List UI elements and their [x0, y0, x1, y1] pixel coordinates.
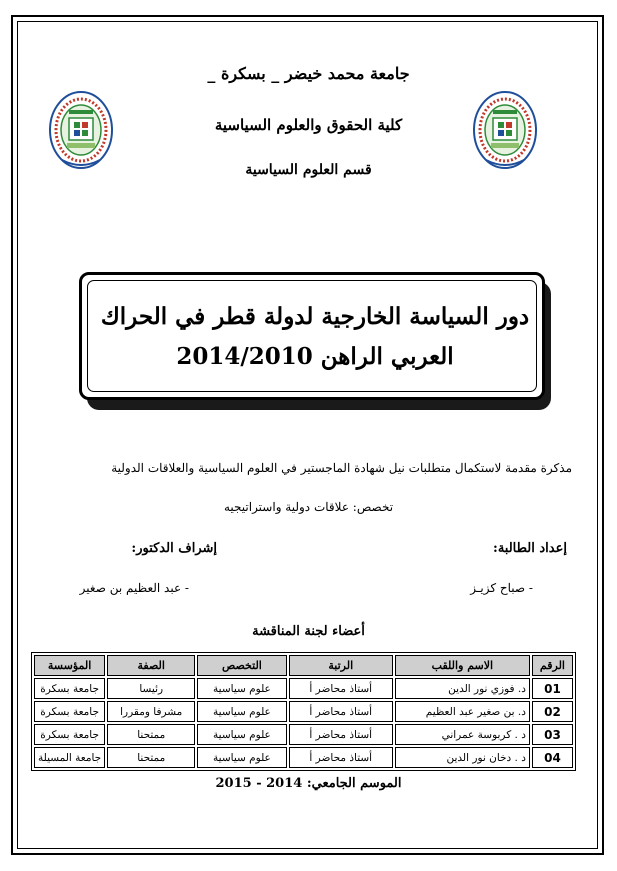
col-institution-header: المؤسسة	[34, 655, 105, 676]
member-role: ممتحنا	[107, 724, 195, 745]
member-role: ممتحنا	[107, 747, 195, 768]
member-rank: أستاذ محاضر أ	[289, 701, 393, 722]
member-role: مشرفا ومقررا	[107, 701, 195, 722]
member-number: 04	[532, 747, 573, 768]
table-row	[34, 724, 573, 745]
university-seal-icon	[48, 88, 114, 180]
member-institution: جامعة المسيلة	[34, 747, 105, 768]
committee-table	[31, 652, 576, 771]
col-role-header: الصفة	[107, 655, 195, 676]
member-rank: أستاذ محاضر أ	[289, 747, 393, 768]
member-specialty: علوم سياسية	[197, 747, 286, 768]
table-header-row	[34, 655, 573, 676]
member-rank: أستاذ محاضر أ	[289, 678, 393, 699]
member-specialty: علوم سياسية	[197, 678, 286, 699]
supervisor-name: - عبد العظيم بن صغير	[79, 581, 189, 595]
member-number: 03	[532, 724, 573, 745]
university-seal-icon	[472, 88, 538, 180]
faculty-name: كلية الحقوق والعلوم السياسية	[214, 116, 403, 134]
member-name: د . دخان نور الدين	[395, 747, 530, 768]
member-number: 01	[532, 678, 573, 699]
specialty: تخصص: علاقات دولية واستراتيجيه	[223, 500, 394, 514]
table-row	[34, 747, 573, 768]
member-role: رئيسا	[107, 678, 195, 699]
member-specialty: علوم سياسية	[197, 701, 286, 722]
supervisor-label: إشراف الدكتور:	[131, 541, 217, 556]
col-rank-header: الرتبة	[289, 655, 393, 676]
member-name: د. بن صغير عبد العظيم	[395, 701, 530, 722]
member-name: د. فوزي نور الدين	[395, 678, 530, 699]
col-specialty-header: التخصص	[197, 655, 286, 676]
memo-description: مذكرة مقدمة لاستكمال متطلبات نيل شهادة الماجستير في العلوم السياسية والعلاقات الدولية	[111, 461, 572, 475]
title-box-frame	[79, 272, 545, 400]
table-row	[34, 701, 573, 722]
university-name: جامعة محمد خيضر _ بسكرة _	[207, 64, 410, 83]
member-institution: جامعة بسكرة	[34, 724, 105, 745]
col-name-header: الاسم واللقب	[395, 655, 530, 676]
academic-season: الموسم الجامعي: 2014 - 2015	[215, 776, 402, 791]
member-rank: أستاذ محاضر أ	[289, 724, 393, 745]
thesis-title-box	[79, 272, 553, 412]
prepared-by-label: إعداد الطالبة:	[493, 541, 567, 556]
member-name: د . كربوسة عمراني	[395, 724, 530, 745]
member-institution: جامعة بسكرة	[34, 678, 105, 699]
thesis-title-line-2: العربي الراهن 2014/2010	[176, 343, 454, 370]
department-name: قسم العلوم السياسية	[245, 162, 372, 178]
table-row	[34, 678, 573, 699]
member-number: 02	[532, 701, 573, 722]
thesis-title-line-1: دور السياسة الخارجية لدولة قطر في الحراك	[100, 303, 530, 330]
member-institution: جامعة بسكرة	[34, 701, 105, 722]
student-name: - صباح كزيـز	[470, 581, 533, 595]
committee-title: أعضاء لجنة المناقشة	[252, 624, 365, 639]
col-number-header: الرقم	[532, 655, 573, 676]
member-specialty: علوم سياسية	[197, 724, 286, 745]
